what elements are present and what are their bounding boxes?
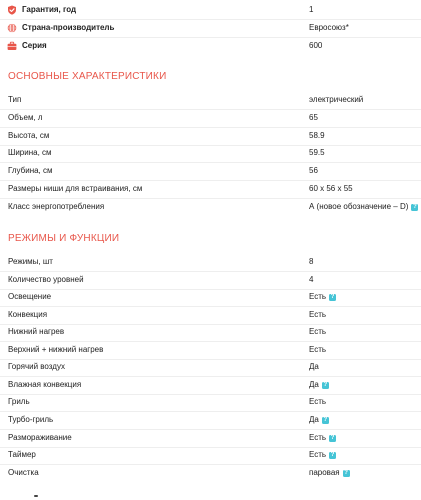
spec-label: Турбо-гриль — [8, 414, 54, 424]
spec-value-text: Да — [309, 379, 319, 389]
spec-label: Очистка — [8, 467, 39, 477]
help-tooltip-icon[interactable]: ? — [413, 203, 417, 210]
spec-row — [0, 342, 421, 358]
spec-row — [0, 324, 421, 340]
spec-label: Горячий воздух — [8, 362, 65, 372]
spec-value-text: 56 — [309, 166, 318, 176]
spec-row-country — [0, 20, 421, 36]
spec-row — [0, 359, 421, 375]
help-tooltip-icon[interactable]: ? — [323, 381, 328, 388]
spec-row — [0, 199, 421, 215]
help-tooltip-icon[interactable]: ? — [330, 434, 335, 441]
spec-value — [309, 181, 353, 197]
spec-value-text: А (новое обозначение – D) — [309, 201, 409, 211]
spec-value-text: Есть — [309, 397, 327, 407]
spec-value-text: 59.5 — [309, 148, 325, 158]
spec-value — [309, 377, 329, 393]
spec-value — [309, 145, 325, 161]
spec-value-text: 4 — [309, 274, 314, 284]
spec-value-text: Есть — [309, 432, 327, 442]
spec-row — [0, 254, 421, 270]
spec-value-text: паровая — [309, 467, 340, 477]
spec-label: Объем, л — [8, 112, 43, 122]
shield-check-icon — [7, 5, 17, 15]
spec-row — [0, 447, 421, 463]
spec-value — [309, 272, 313, 288]
spec-value-text: Есть — [309, 450, 327, 460]
spec-label: Освещение — [8, 292, 52, 302]
spec-value-text: Да — [309, 362, 319, 372]
spec-value: 600 — [309, 41, 323, 50]
spec-label: Режимы, шт — [8, 257, 53, 266]
spec-value — [309, 412, 329, 428]
spec-value — [309, 307, 326, 323]
spec-value-text: 60 x 56 x 55 — [309, 184, 353, 193]
spec-label: Глубина, см — [8, 166, 53, 176]
spec-label: Высота, см — [8, 130, 50, 140]
spec-value — [309, 342, 326, 358]
spec-value: Евросоюз* — [309, 23, 349, 32]
spec-row — [0, 394, 421, 410]
spec-value — [309, 199, 418, 215]
spec-label: Размораживание — [8, 432, 72, 442]
spec-value-text: 58.9 — [309, 130, 325, 140]
spec-label: Количество уровней — [8, 274, 84, 284]
spec-row — [0, 430, 421, 446]
spec-value-text: 8 — [309, 257, 314, 266]
spec-value-text: 65 — [309, 112, 318, 122]
briefcase-icon — [7, 41, 17, 51]
spec-value — [309, 465, 350, 481]
spec-row — [0, 145, 421, 161]
spec-row — [0, 377, 421, 393]
spec-label: Страна-производитель — [22, 23, 115, 32]
section-title-modes: РЕЖИМЫ И ФУНКЦИИ — [8, 233, 120, 244]
spec-label: Верхний + нижний нагрев — [8, 344, 104, 354]
spec-value — [309, 128, 325, 144]
spec-label: Тип — [8, 95, 22, 104]
spec-label: Гарантия, год — [22, 5, 77, 14]
spec-value-text: Да — [309, 414, 319, 424]
spec-value — [309, 394, 326, 410]
spec-value — [309, 430, 336, 446]
help-tooltip-icon[interactable]: ? — [344, 469, 348, 476]
help-tooltip-icon[interactable]: ? — [330, 294, 335, 301]
spec-row — [0, 289, 421, 305]
spec-row — [0, 307, 421, 323]
spec-value — [309, 447, 336, 463]
spec-row — [0, 272, 421, 288]
help-tooltip-icon[interactable]: ? — [323, 416, 328, 423]
section-title-main-specs: ОСНОВНЫЕ ХАРАКТЕРИСТИКИ — [8, 71, 167, 82]
spec-label: Ширина, см — [8, 148, 52, 158]
spec-value — [309, 359, 319, 375]
spec-value — [309, 254, 313, 270]
spec-label: Нижний нагрев — [8, 327, 65, 337]
spec-row — [0, 163, 421, 179]
spec-label: Конвекция — [8, 309, 48, 319]
spec-row — [0, 465, 421, 481]
spec-label: Класс энергопотребления — [8, 201, 105, 211]
spec-value: 1 — [309, 5, 314, 14]
spec-value — [309, 289, 336, 305]
spec-value — [309, 163, 318, 179]
spec-value-text: Есть — [309, 327, 327, 337]
spec-value-text: Есть — [309, 292, 327, 302]
scroll-indicator — [34, 495, 38, 497]
spec-label: Влажная конвекция — [8, 379, 82, 389]
spec-label: Размеры ниши для встраивания, см — [8, 184, 143, 193]
spec-label: Гриль — [8, 397, 30, 407]
spec-value — [309, 110, 318, 126]
globe-icon — [7, 23, 17, 33]
spec-label: Серия — [22, 41, 47, 50]
spec-value-text: Есть — [309, 309, 327, 319]
spec-row — [0, 92, 421, 108]
spec-value-text: Есть — [309, 344, 327, 354]
spec-row — [0, 110, 421, 126]
spec-row — [0, 128, 421, 144]
spec-row — [0, 181, 421, 197]
help-tooltip-icon[interactable]: ? — [330, 452, 335, 459]
spec-row — [0, 412, 421, 428]
spec-row-warranty — [0, 2, 421, 18]
spec-value — [309, 324, 326, 340]
spec-row-series — [0, 38, 421, 54]
spec-value-text: электрический — [309, 95, 364, 104]
spec-label: Таймер — [8, 450, 36, 460]
spec-value — [309, 92, 363, 108]
